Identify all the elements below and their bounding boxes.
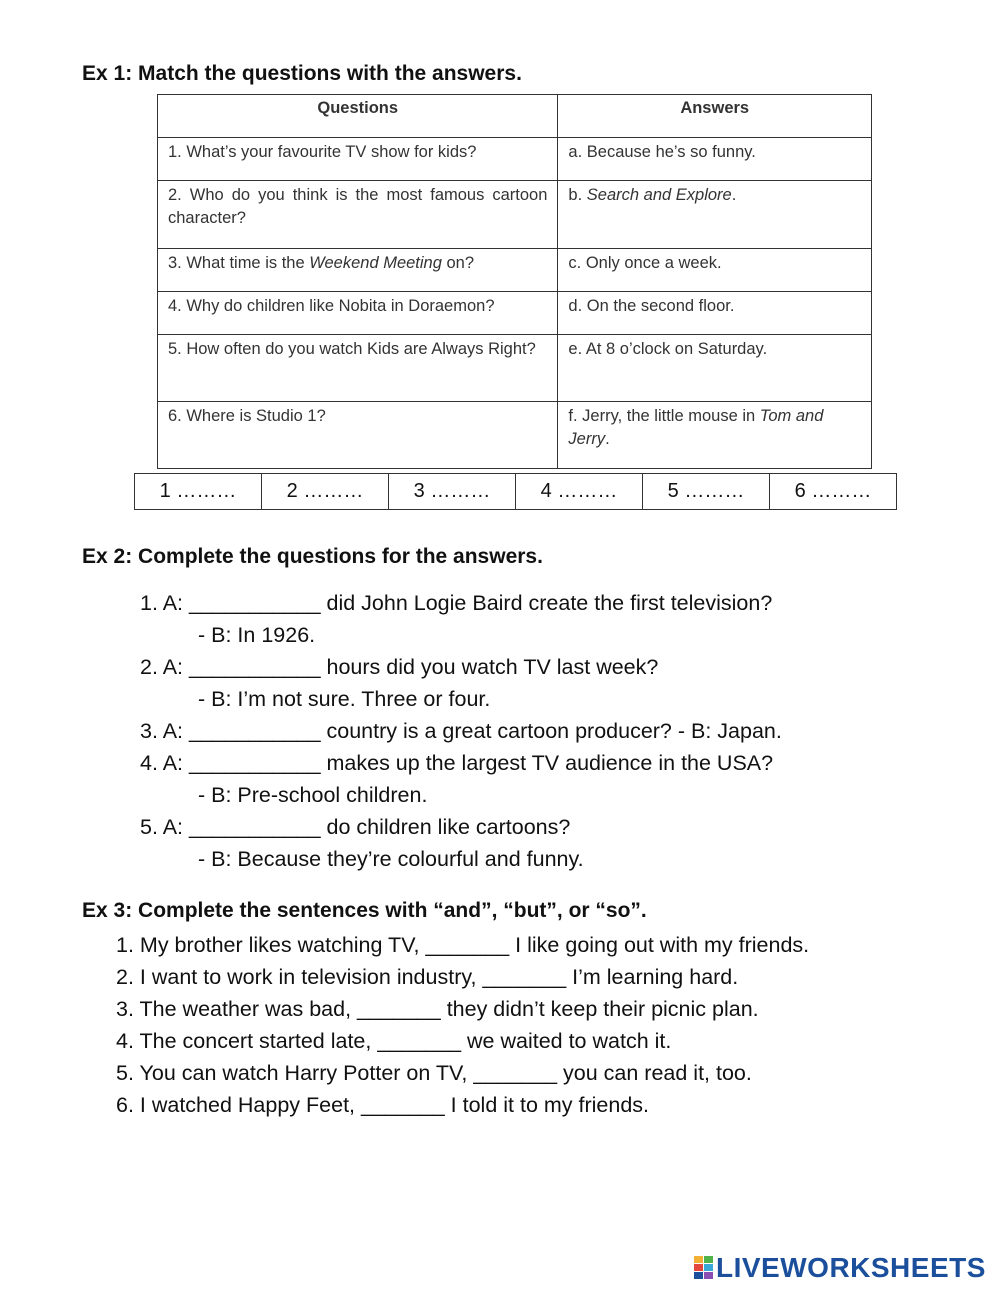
table-row [158,181,872,249]
answer-text-end: . [731,186,737,204]
table-row [158,335,872,402]
answer-key-table [134,473,897,510]
match-table [157,94,872,469]
ex3-sentence-5[interactable]: 5. You can watch Harry Potter on TV, _______ you can read it, too. [116,1061,752,1085]
questions-header: Questions [158,95,558,138]
answer-cell [558,292,872,335]
question-italic-text: Weekend Meeting [309,254,442,272]
question-cell: 4. Why do children like Nobita in Doraemon? [158,292,558,335]
answer-text: d. On the second floor. [568,297,735,315]
answer-cell [558,181,872,249]
ex2-question-5[interactable]: 5. A: ___________ do children like cartoons? [140,815,571,839]
question-text: 3. What time is the [168,254,310,272]
answer-slot-2[interactable]: 2 ……… [262,474,389,510]
question-cell [158,249,558,292]
answer-cell [558,402,872,469]
table-row [158,292,872,335]
table-row [158,402,872,469]
ex1-title: Ex 1: Match the questions with the answers. [82,62,522,85]
question-cell: 6. Where is Studio 1? [158,402,558,469]
answer-cell [558,335,872,402]
answer-slot-3[interactable]: 3 ……… [389,474,516,510]
table-row [158,138,872,181]
ex3-sentence-6[interactable]: 6. I watched Happy Feet, _______ I told it to my friends. [116,1093,650,1117]
answer-cell [558,249,872,292]
ex2-question-2[interactable]: 2. A: ___________ hours did you watch TV last week? [140,655,659,679]
answer-text: b. [568,186,587,204]
ex3-sentence-3[interactable]: 3. The weather was bad, _______ they didn’t keep their picnic plan. [116,997,759,1021]
ex2-answer-5: - B: Because they’re colourful and funny. [198,847,584,871]
answer-text-end: . [605,430,610,448]
answer-text: a. Because he’s so funny. [568,143,756,161]
ex2-question-1[interactable]: 1. A: ___________ did John Logie Baird create the first television? [140,591,773,615]
answer-slot-6[interactable]: 6 ……… [770,474,897,510]
answer-italic-text: Search and Explore [586,186,732,204]
table-row [158,249,872,292]
ex2-title: Ex 2: Complete the questions for the answers. [82,545,543,568]
liveworksheets-logo-icon [694,1256,714,1280]
ex2-answer-2: - B: I’m not sure. Three or four. [198,687,491,711]
ex3-sentence-4[interactable]: 4. The concert started late, _______ we waited to watch it. [116,1029,672,1053]
answer-text: c. Only once a week. [568,254,722,272]
answer-text: e. At 8 o’clock on Saturday. [568,340,768,358]
liveworksheets-logo-text: LIVEWORKSHEETS [716,1252,986,1283]
ex2-answer-1: - B: In 1926. [198,623,316,647]
answer-cell [558,138,872,181]
question-cell: 5. How often do you watch Kids are Always Right? [158,335,558,402]
ex3-sentence-1[interactable]: 1. My brother likes watching TV, _______ I like going out with my friends. [116,933,810,957]
ex2-question-4[interactable]: 4. A: ___________ makes up the largest TV audience in the USA? [140,751,774,775]
question-cell: 1. What’s your favourite TV show for kids? [158,138,558,181]
answer-slot-4[interactable]: 4 ……… [516,474,643,510]
answer-slot-5[interactable]: 5 ……… [643,474,770,510]
table-header-row [158,95,872,138]
question-text-end: on? [441,254,475,272]
question-cell: 2. Who do you think is the most famous cartoon character? [158,181,558,249]
answer-key-row [135,474,897,510]
ex2-question-3[interactable]: 3. A: ___________ country is a great cartoon producer? - B: Japan. [140,719,782,743]
answer-text: f. Jerry, the little mouse in [568,407,760,425]
answer-slot-1[interactable]: 1 ……… [135,474,262,510]
answer-italic-text: Tom and Jerry [568,407,824,448]
ex3-title: Ex 3: Complete the sentences with “and”, “but”, or “so”. [82,899,647,922]
ex2-answer-4: - B: Pre-school children. [198,783,428,807]
answers-header: Answers [558,95,872,138]
ex3-sentence-2[interactable]: 2. I want to work in television industry, _______ I’m learning hard. [116,965,739,989]
